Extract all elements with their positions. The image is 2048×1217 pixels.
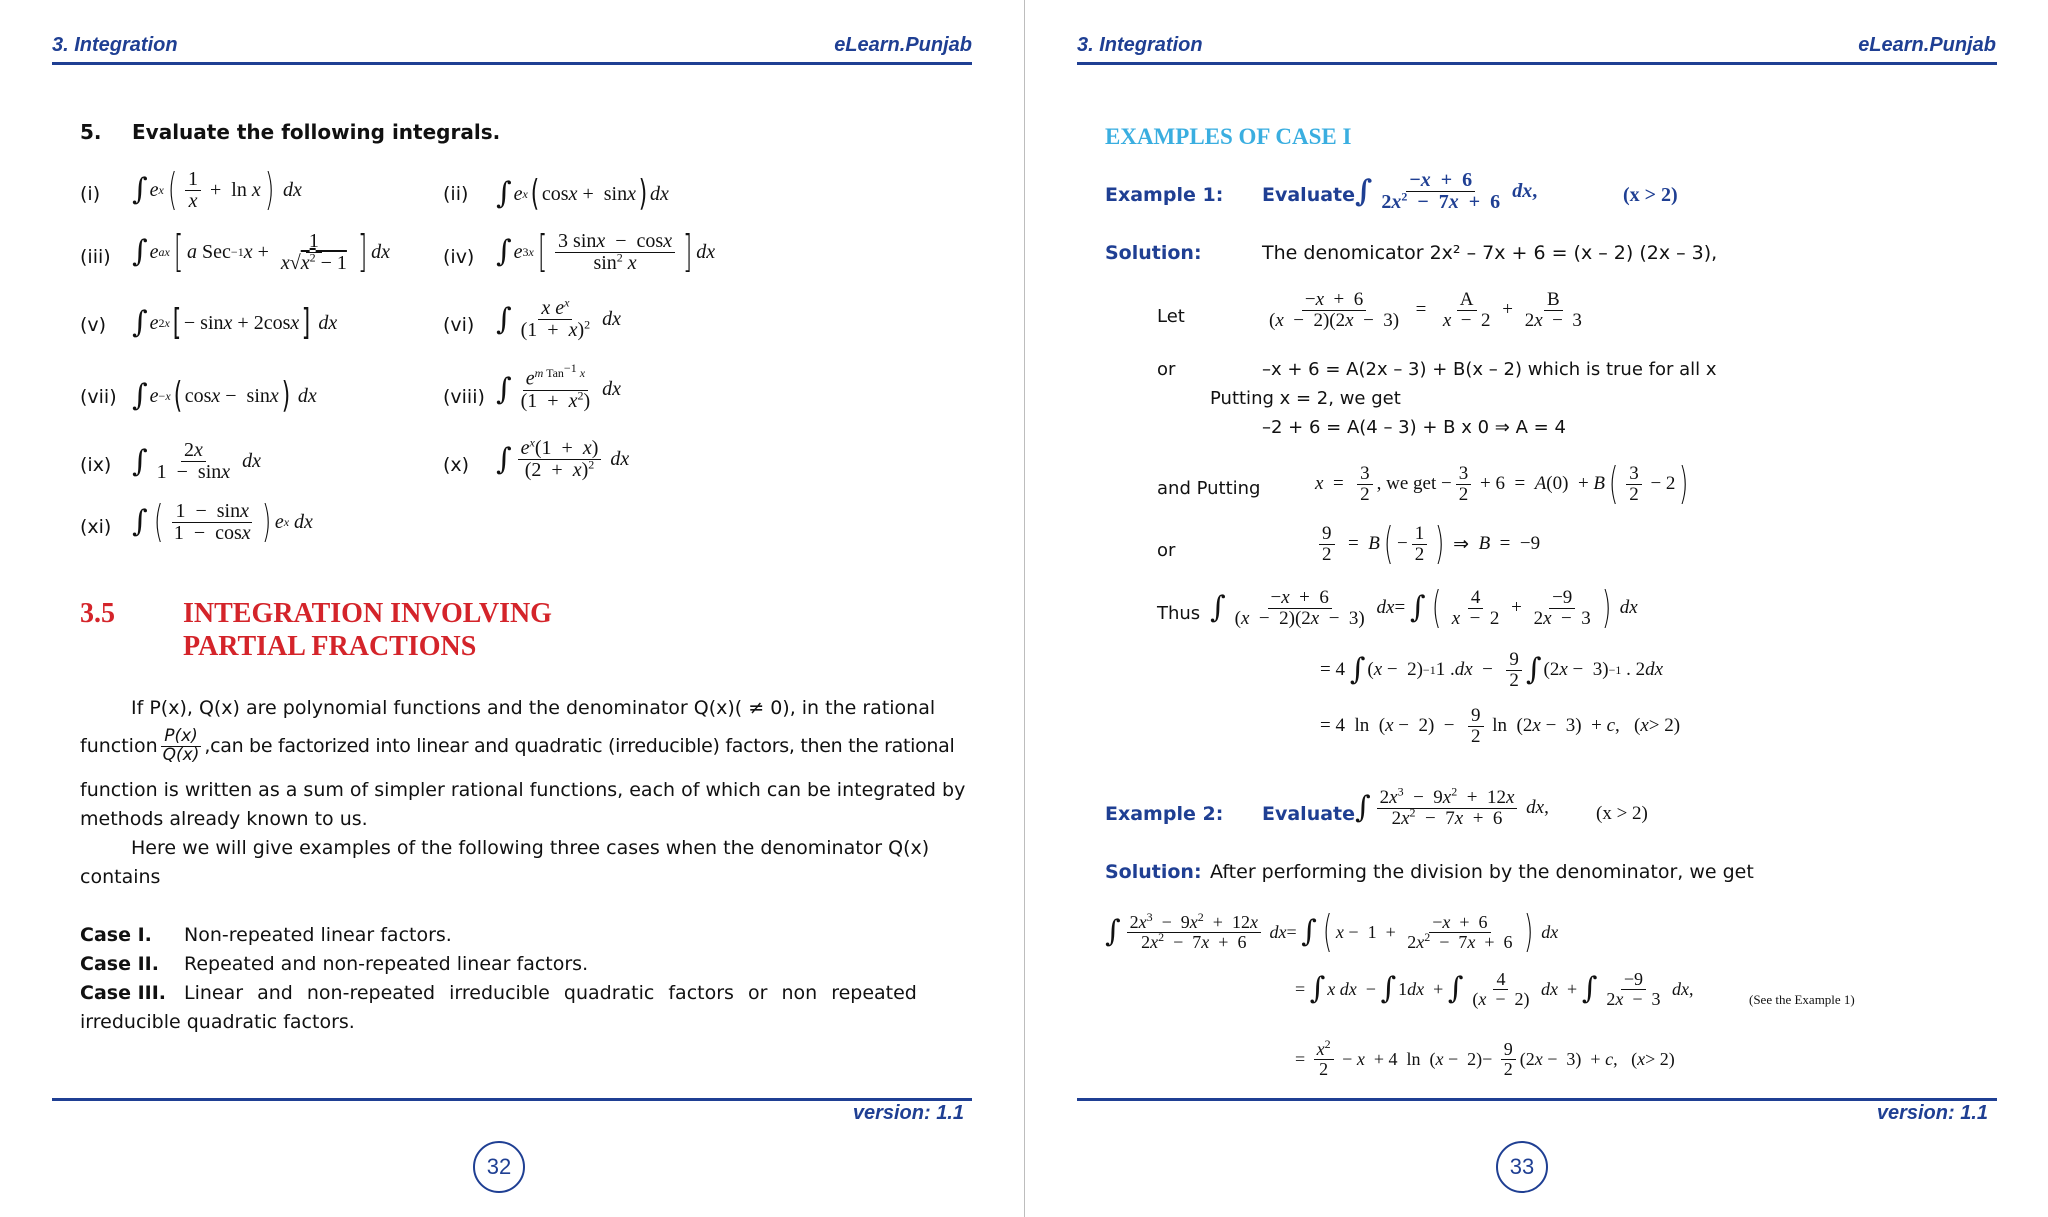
case-label: Case III. (80, 982, 167, 1004)
brand-header: eLearn.Punjab (1858, 34, 1996, 56)
version-label: version: 1.1 (1876, 1102, 1988, 1124)
integral-ii: ∫ e x ( cos x + sin x ) dx (496, 173, 669, 214)
item-label: (i) (80, 183, 101, 205)
examples-heading: EXAMPLES OF CASE I (1105, 124, 1352, 149)
header-rule (1077, 62, 1997, 65)
item-label: (v) (80, 314, 107, 336)
para2-line2: contains (80, 866, 161, 888)
integral-x: ∫ $\frac{e^x(1 + x)}{(2 + x)^2}$ dx (496, 435, 630, 481)
integral-iv: ∫ e 3x [ $\frac{3 \sin x - \cos x}{\sin^2 x}$ ] dx (496, 226, 716, 277)
solution-label: Solution: (1105, 861, 1202, 883)
example1-integral: ∫ $\frac{-x + 6}{2x^2 - 7x + 6}$ dx , (1355, 169, 1538, 213)
case-text-continued: irreducible quadratic factors. (80, 1011, 355, 1033)
right-page (1025, 0, 2048, 1217)
item-label: (ii) (443, 183, 469, 205)
item-label: (viii) (443, 386, 485, 408)
evaluate-label: Evaluate (1262, 803, 1356, 825)
example2-integral: ∫ $\frac{2x^3 - 9x^2 + 12x}{2x^2 - 7x + 6}$ dx , (1355, 784, 1549, 829)
item-label: (vii) (80, 386, 117, 408)
thus-step2: = 4 ∫ ( x − 2) −1 1 . dx − $\frac{9}{2}$ ∫ (2 x − 3) −1 . 2 dx (1320, 649, 1664, 691)
partial-fraction-setup: $\frac{-x + 6}{(x - 2)(2x - 3)}$ = $\frac{A}{x - 2}$ + $\frac{B}{2x - 3}$ (1269, 289, 1582, 331)
solve-b: $\frac{9}{2}$ = B ( − $\frac{1}{2}$ ) ⇒ B = −9 (1315, 522, 1540, 566)
and-putting-label: and Putting (1157, 478, 1261, 499)
integral-vii: ∫ e −x ( cos x − sin x ) dx (132, 375, 317, 416)
chapter-header: 3. Integration (52, 34, 178, 56)
item-label: (vi) (443, 314, 475, 336)
item-label: (xi) (80, 516, 112, 538)
page-number: 33 (1496, 1141, 1548, 1193)
para1-line2-text: ,can be factorized into linear and quadratic (irreducible) factors, then the rational (204, 735, 955, 758)
item-label: (ix) (80, 454, 112, 476)
item-label: (x) (443, 454, 470, 476)
integral-ix: ∫ $\frac{2x}{1 - \sin x}$ dx (132, 439, 262, 483)
result-a: –2 + 6 = A(4 – 3) + B x 0 ⇒ A = 4 (1262, 417, 1566, 438)
integral-v: ∫ e 2x [ − sin x + 2cos x ] dx (132, 302, 338, 343)
solution-label: Solution: (1105, 242, 1202, 264)
or-label: or (1157, 359, 1176, 380)
example2-condition: (x > 2) (1596, 803, 1648, 824)
para1-line1: If P(x), Q(x) are polynomial functions and the denominator Q(x)( ≠ 0), in the rational (131, 697, 936, 719)
para1-line2 (80, 726, 955, 765)
section-title-line1: INTEGRATION INVOLVING (183, 598, 552, 629)
thus-step3: = 4 ln ( x − 2) − $\frac{9}{2}$ ln (2 x − 3) + c , ( x > 2) (1320, 705, 1681, 747)
putting-three-halves: x = $\frac{3}{2}$ , we get − $\frac{3}{2}$ + 6 = A (0) + B ( $\frac{3}{2}$ − 2 ) (1315, 458, 1689, 509)
case-text: Repeated and non-repeated linear factors. (184, 953, 589, 975)
case-label: Case I. (80, 924, 152, 946)
item-label: (iii) (80, 246, 111, 268)
example2-step1: ∫ $\frac{2x^3 - 9x^2 + 12x}{2x^2 - 7x + 6}$ dx = ∫ ( x − 1 + $\frac{-x + 6}{2x^2 - 7x + 6}$ ) dx (1105, 906, 1559, 957)
para2-line1: Here we will give examples of the following three cases when the denominator Q(x) (131, 837, 930, 859)
integral-iii: ∫ e ax [ a Sec −1 x + $\frac{1}{x√x^2 - 1}$ ] dx (132, 226, 390, 277)
example1-condition: (x > 2) (1623, 184, 1678, 206)
case-label: Case II. (80, 953, 159, 975)
brand-header: eLearn.Punjab (834, 34, 972, 56)
section-number: 3.5 (80, 598, 115, 629)
see-example-note: (See the Example 1) (1749, 992, 1855, 1007)
solution2-text: After performing the division by the denominator, we get (1210, 861, 1754, 883)
thus-integral: ∫ $\frac{-x + 6}{(x - 2)(2x - 3)}$ dx = ∫ ( $\frac{4}{x - 2}$ + $\frac{-9}{2x - 3}$ ) dx (1210, 582, 1638, 633)
section-title-line2: PARTIAL FRACTIONS (183, 631, 477, 662)
exercise-number: 5. (80, 120, 102, 144)
pq-fraction: $\frac{P(x)}{Q(x)}$ (162, 726, 200, 765)
example2-step3: = $\frac{x^2}{2}$ − x + 4 ln ( x − 2)− $\frac{9}{2}$ (2 x − 3) + c , ( x > 2) (1295, 1037, 1675, 1079)
or-equation: –x + 6 = A(2x – 3) + B(x – 2) which is true for all x (1262, 359, 1717, 380)
item-label: (iv) (443, 246, 475, 268)
example2-label: Example 2: (1105, 803, 1224, 825)
integral-xi: ∫ ( $\frac{1 - \sin x}{1 - \cos x}$ ) e x dx (132, 496, 313, 547)
header-rule (52, 62, 972, 65)
evaluate-label: Evaluate (1262, 184, 1356, 206)
para1-line4: methods already known to us. (80, 808, 368, 830)
example2-step2: = ∫ x dx − ∫ 1 dx + ∫ $\frac{4}{(x - 2)}$ dx + ∫ $\frac{-9}{2x - 3}$ dx , (1295, 969, 1694, 1009)
footer-rule (1077, 1098, 1997, 1101)
exercise-title: Evaluate the following integrals. (132, 120, 501, 144)
putting-line: Putting x = 2, we get (1210, 388, 1401, 409)
thus-label: Thus (1157, 603, 1201, 624)
solution1-text: The denomicator 2x² – 7x + 6 = (x – 2) (2x – 3), (1262, 242, 1718, 264)
example1-label: Example 1: (1105, 184, 1224, 206)
case-text: Linear and non-repeated irreducible quadratic factors or non repeated (184, 982, 917, 1004)
footer-rule (52, 1098, 972, 1101)
chapter-header: 3. Integration (1077, 34, 1203, 56)
or-label: or (1157, 540, 1176, 561)
para1-line3: function is written as a sum of simpler rational functions, each of which can be integrated by (80, 779, 966, 801)
version-label: version: 1.1 (852, 1102, 964, 1124)
case-text: Non-repeated linear factors. (184, 924, 452, 946)
integral-viii: ∫ $\frac{e^{m Tan^{-1} x}}{(1 + x^2)}$ dx (496, 361, 622, 412)
para1-function-word: function (80, 735, 158, 758)
page-number: 32 (473, 1141, 525, 1193)
integral-i: ∫ e x ( $\frac{1}{x}$ + ln x ) dx (132, 164, 302, 215)
let-label: Let (1157, 306, 1185, 327)
integral-vi: ∫ $\frac{x e^x}{(1 + x)^2}$ dx (496, 295, 622, 341)
